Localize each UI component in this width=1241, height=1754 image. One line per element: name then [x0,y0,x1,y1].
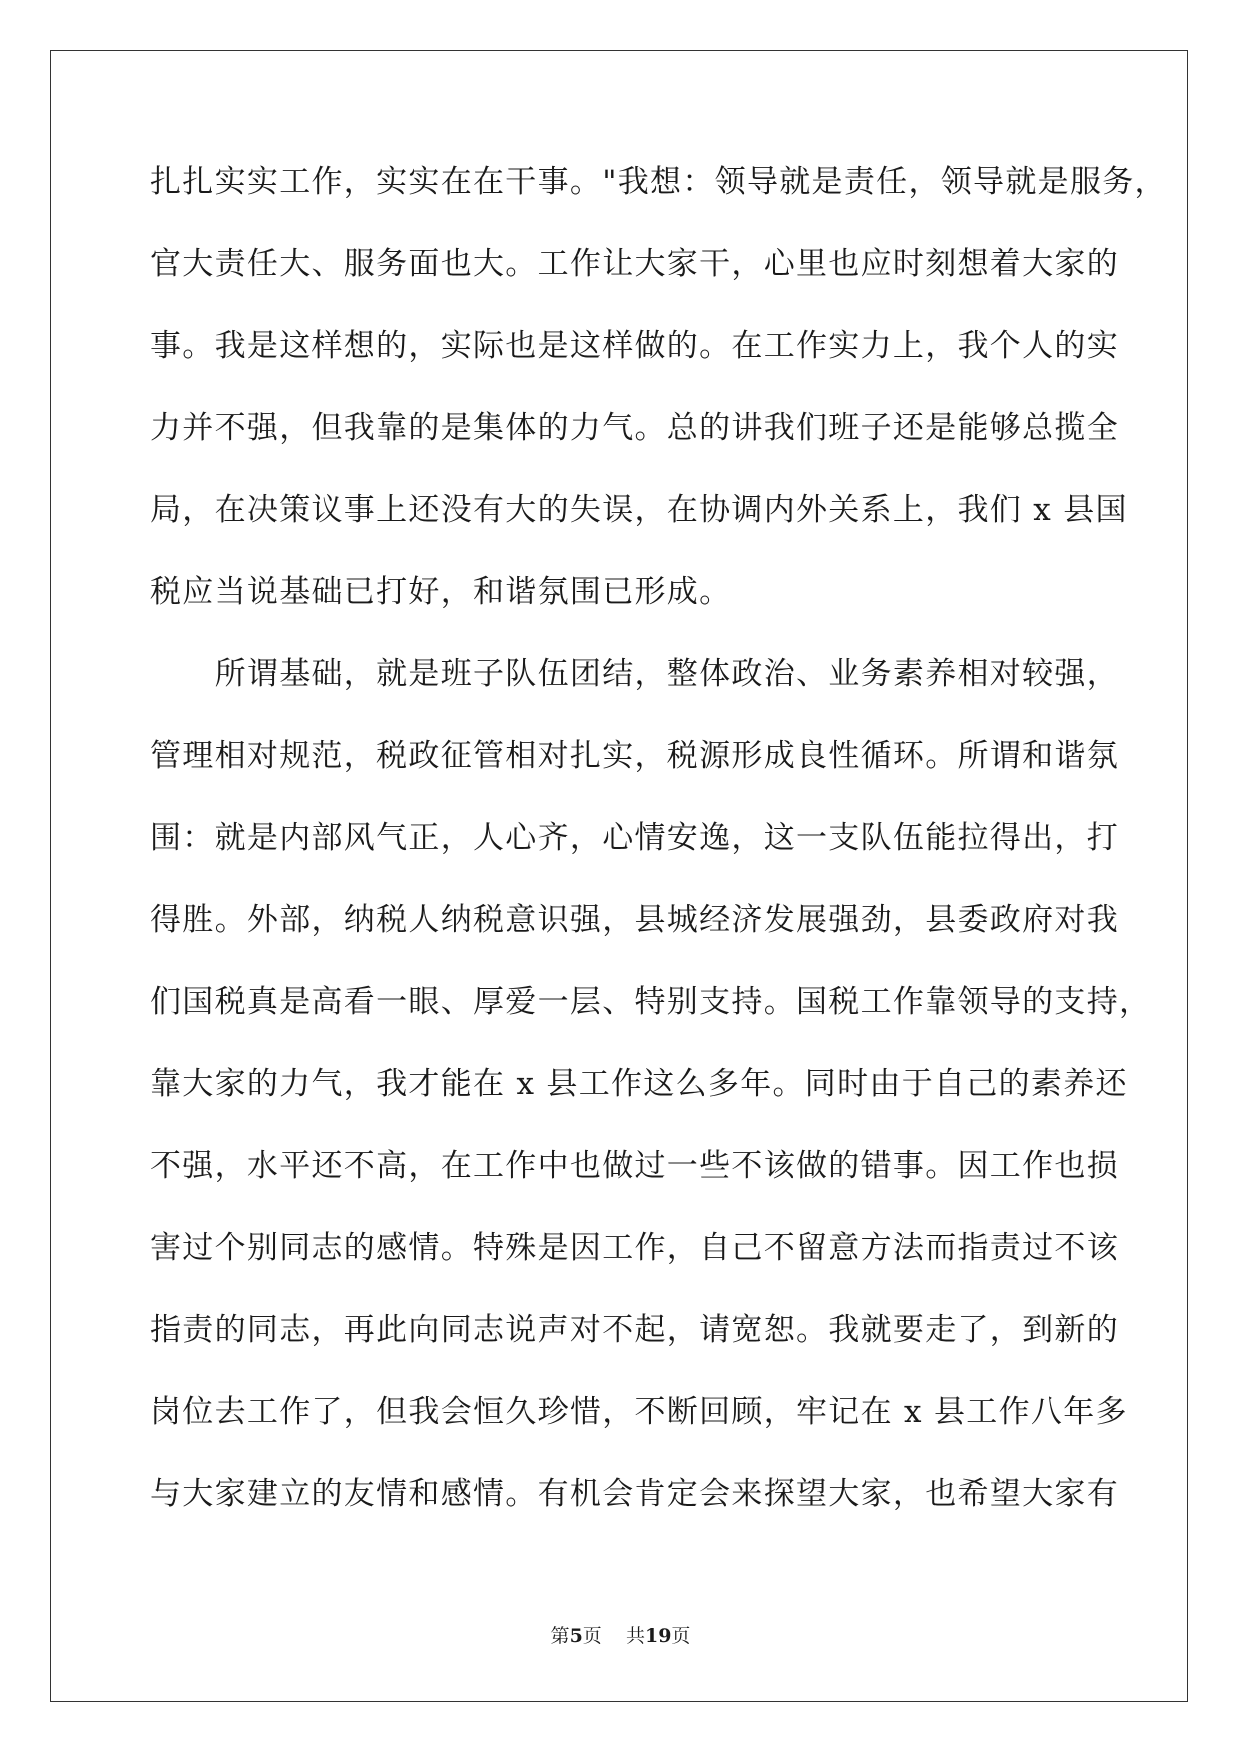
page-number: 5 [569,1625,583,1647]
text-line: 指责的同志，再此向同志说声对不起，请宽恕。我就要走了，到新的 [150,1312,1119,1348]
footer-suffix: 页 [671,1625,691,1647]
footer-prefix: 第 [550,1625,570,1647]
footer-middle: 页 共 [582,1625,645,1647]
text-line: 得胜。外部，纳税人纳税意识强，县城经济发展强劲，县委政府对我 [150,902,1119,938]
text-line: 官大责任大、服务面也大。工作让大家干，心里也应时刻想着大家的 [150,246,1119,282]
text-line: 靠大家的力气，我才能在 x 县工作这么多年。同时由于自己的素养还 [150,1066,1128,1102]
text-line: 局，在决策议事上还没有大的失误，在协调内外关系上，我们 x 县国 [150,492,1128,528]
document-body [150,162,1167,1556]
text-line: 围：就是内部风气正，人心齐，心情安逸，这一支队伍能拉得出，打 [150,820,1119,856]
text-line: 管理相对规范，税政征管相对扎实，税源形成良性循环。所谓和谐氛 [150,738,1119,774]
text-line: 扎扎实实工作，实实在在干事。"我想：领导就是责任，领导就是服务， [150,164,1167,200]
text-line: 不强，水平还不高，在工作中也做过一些不该做的错事。因工作也损 [150,1148,1119,1184]
text-line: 税应当说基础已打好，和谐氛围已形成。 [150,574,732,610]
text-line: 害过个别同志的感情。特殊是因工作，自己不留意方法而指责过不该 [150,1230,1119,1266]
text-line: 岗位去工作了，但我会恒久珍惜，不断回顾，牢记在 x 县工作八年多 [150,1394,1128,1430]
page-footer [0,1624,1241,1648]
text-line: 事。我是这样想的，实际也是这样做的。在工作实力上，我个人的实 [150,328,1119,364]
text-line: 与大家建立的友情和感情。有机会肯定会来探望大家，也希望大家有 [150,1476,1119,1512]
text-line: 所谓基础，就是班子队伍团结，整体政治、业务素养相对较强， [150,656,1119,692]
text-line: 力并不强，但我靠的是集体的力气。总的讲我们班子还是能够总揽全 [150,410,1119,446]
total-pages: 19 [644,1625,672,1647]
text-line: 们国税真是高看一眼、厚爱一层、特别支持。国税工作靠领导的支持， [150,984,1152,1020]
